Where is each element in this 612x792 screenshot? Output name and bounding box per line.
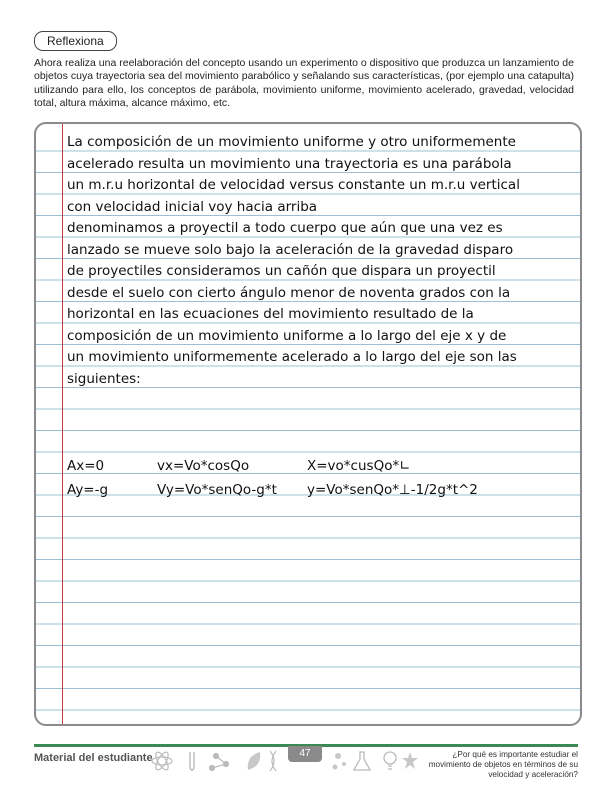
answer-paragraph-2: denominamos a proyectil a todo cuerpo que aún que una vez es lanzado se mueve solo bajo la aceleración de la gravedad disparo de proyectiles consideramos un cañón que dispara un proyectil desde el suelo con cierto ángulo menor de noventa grados con la horizontal en las ecuaciones del movimiento resultado de la composición de un movimiento uniforme a lo largo del eje x y de un movimiento uniformemente acelerado a lo largo del eje son las siguientes: xyxy=(67,220,517,387)
flask-icon xyxy=(354,752,370,770)
equation-row xyxy=(67,454,537,478)
answer-paragraph-1: La composición de un movimiento uniforme y otro uniformemente acelerado resulta un movimiento una trayectoria es una parábola un m.r.u horizontal de velocidad versus constante un m.r.u vertical con velocidad inicial voy hacia arriba xyxy=(67,134,520,215)
notebook-answer-area[interactable] xyxy=(34,122,582,726)
star-icon xyxy=(402,752,418,769)
bulb-icon xyxy=(384,752,396,769)
equation-position-x: X=vo*cusQo*∟ xyxy=(307,458,411,474)
dna-icon xyxy=(270,751,276,771)
reflection-question xyxy=(418,750,578,780)
equations-block xyxy=(67,454,537,502)
page-number: 47 xyxy=(288,746,322,762)
equation-acceleration-y: Ay=-g xyxy=(67,482,109,498)
notebook-margin-line xyxy=(62,124,63,724)
science-icons-left xyxy=(150,748,280,774)
leaf-icon xyxy=(248,752,261,770)
atom-icon xyxy=(152,750,172,771)
equation-acceleration-x: Ax=0 xyxy=(67,458,105,474)
equation-row xyxy=(67,478,537,502)
bubbles-icon xyxy=(333,753,347,770)
footer-label: Material del estudiante xyxy=(34,752,153,764)
equation-velocity-y: Vy=Vo*senQo-g*t xyxy=(157,482,277,498)
answer-text xyxy=(67,132,527,390)
instructions xyxy=(34,57,574,111)
equation-velocity-x: vx=Vo*cosQo xyxy=(157,458,250,474)
reflexiona-tag: Reflexiona xyxy=(34,31,117,51)
reflection-question-text: ¿Por qué es importante estudiar el movimiento de objetos en términos de su velocidad y aceleración? xyxy=(428,750,578,779)
instructions-text: Ahora realiza una reelaboración del concepto usando un experimento o dispositivo que produzca un lanzamiento de objetos cuya trayectoria sea del movimiento parabólico y señalando sus características, (por ejemplo una catapulta) utilizando para ello, los conceptos de parábola, movimiento uniforme, movimiento acelerado, gravedad, velocidad total, altura máxima, alcance máximo, etc. xyxy=(34,57,574,110)
test-tube-icon xyxy=(190,752,194,770)
science-icons-right xyxy=(330,748,420,774)
equation-position-y: y=Vo*senQo*⊥-1/2g*t^2 xyxy=(307,482,478,498)
molecule-icon xyxy=(210,754,229,771)
